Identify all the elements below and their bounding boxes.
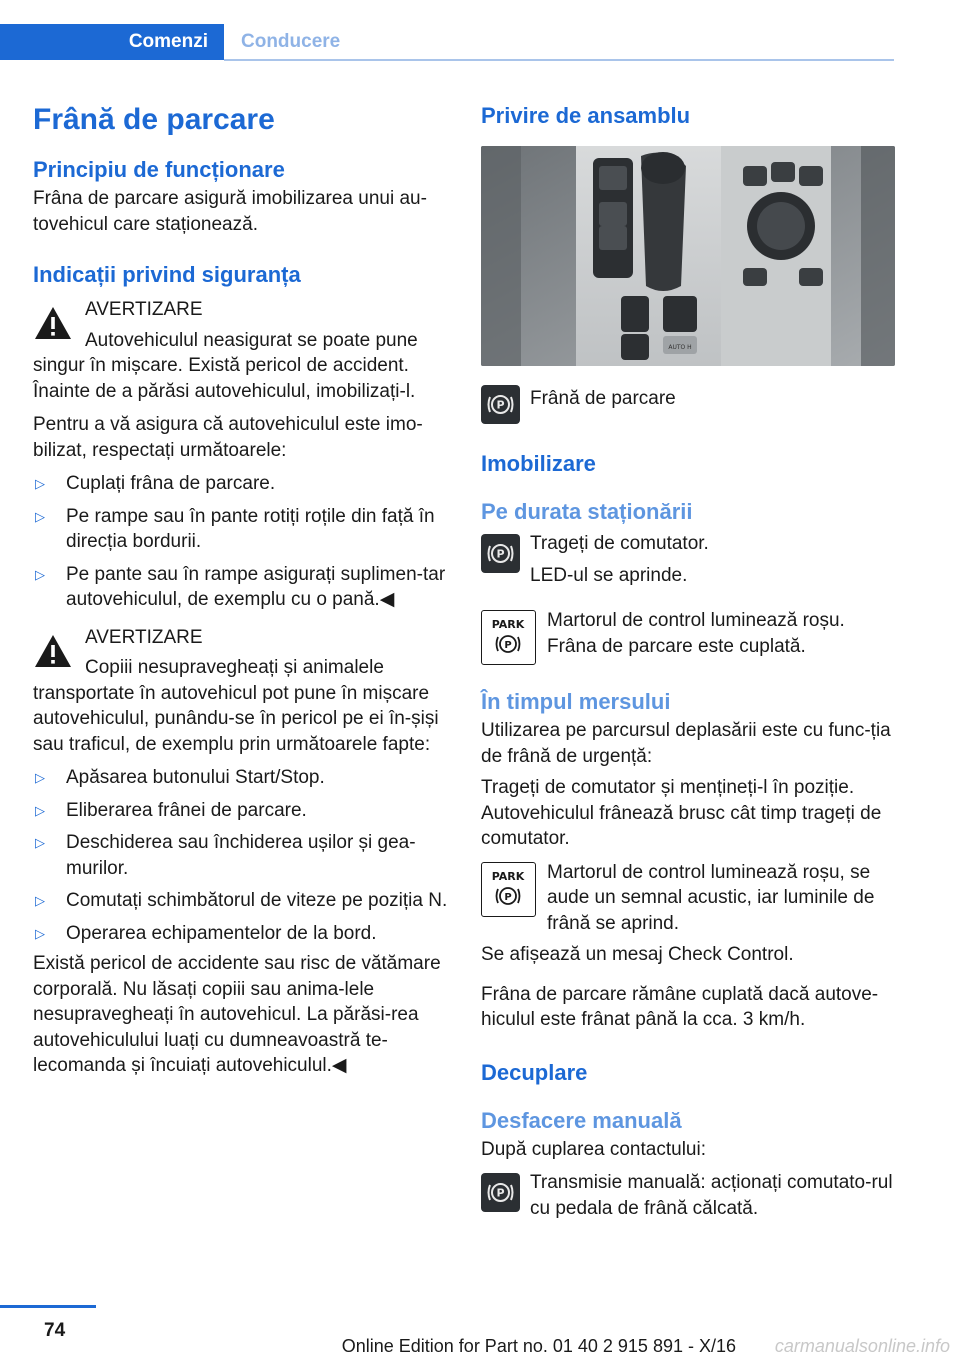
warning-triangle-icon	[33, 633, 73, 669]
list-pericole	[33, 765, 448, 946]
warning-2-text: Copiii nesupravegheați și animalele transportate în autovehicul pot pune în mișcare autovehiculul, punându-se în pericol pe ei în-șiși sau traficul, de exemplu prin următoarele fapte:	[33, 657, 439, 755]
warning-1-title: AVERTIZARE	[85, 299, 203, 320]
list-item: ▷ Cuplați frâna de parcare.	[35, 473, 276, 494]
left-column	[33, 100, 448, 1079]
list-item: ▷ Deschiderea sau închiderea ușilor și gea-murilor.	[35, 832, 416, 879]
center-console-image	[481, 146, 895, 366]
parking-brake-button-icon	[481, 385, 520, 424]
stationare-line-1: Trageți de comutator.	[530, 533, 709, 554]
svg-text:PARK: PARK	[491, 618, 525, 631]
parking-brake-button-icon	[481, 534, 520, 573]
park-indicator-icon	[481, 862, 536, 917]
park-text-2: Martorul de control luminează roșu, se aude un semnal acustic, iar luminile de frână se aprind.	[547, 861, 875, 934]
watermark: carmanualsonline.info	[774, 1336, 950, 1356]
manuala-icon-text: Transmisie manuală: acționați comutato-rul cu pedala de frână călcată.	[530, 1172, 893, 1219]
tab-underline	[224, 59, 894, 61]
subsection-title-manuala: Desfacere manuală	[481, 1107, 682, 1133]
warning-triangle-icon	[33, 305, 73, 341]
bullet-icon: ▷	[35, 893, 45, 908]
svg-text:P: P	[496, 547, 505, 561]
auto-h-label: AUTO H	[668, 344, 692, 351]
subsection-title-mers: În timpul mersului	[481, 689, 671, 714]
mers-paragraph-1: Utilizarea pe parcursul deplasării este cu func-ția de frână de urgență:	[481, 720, 891, 767]
svg-text:P: P	[504, 640, 512, 651]
svg-text:PARK: PARK	[491, 869, 525, 883]
section-title-principiu: Principiu de funcționare	[33, 157, 285, 182]
left-paragraph-2: Există pericol de accidente sau risc de vătămare corporală. Nu lăsați copiii sau anima-lele nesupravegheați în autovehicul. La părăsi-rea autovehiculului luați cu dumneavoastră te-lecomanda și încuiați autovehiculul.◀	[33, 953, 441, 1076]
warning-block-2	[33, 625, 448, 651]
svg-text:P: P	[496, 398, 505, 412]
page-title: Frână de parcare	[33, 103, 275, 136]
park-indicator-icon	[481, 610, 536, 665]
list-item: ▷ Eliberarea frânei de parcare.	[35, 799, 307, 821]
icon-row-park-1	[481, 608, 895, 668]
svg-text:P: P	[496, 1186, 505, 1200]
bullet-icon: ▷	[35, 508, 45, 524]
manuala-paragraph-1: După cuplarea contactului:	[481, 1138, 706, 1160]
principiu-text: Frâna de parcare asigură imobilizarea unui au-tovehicul care staționează.	[33, 188, 427, 235]
page-number: 74	[44, 1320, 66, 1341]
right-column	[481, 100, 895, 1221]
icon-row-frana-text: Frână de parcare	[530, 388, 676, 409]
warning-1-text: Autovehiculul neasigurat se poate pune singur în mișcare. Există pericol de accident. Înainte de a părăsi autovehiculul, imobilizați-l.	[33, 329, 418, 402]
tab-comenzi[interactable]: Comenzi	[0, 24, 224, 60]
icon-row-park-2	[481, 860, 895, 937]
icon-row-trageti	[481, 531, 895, 588]
bullet-icon: ▷	[35, 770, 45, 785]
stationare-line-2: LED-ul se aprinde.	[530, 564, 688, 586]
section-title-privire: Privire de ansamblu	[481, 103, 691, 128]
svg-text:P: P	[504, 891, 512, 903]
mers-paragraph-2: Trageți de comutator și mențineți-l în poziție. Autovehiculul frânează brusc cât timp trageți de comutator.	[481, 777, 882, 849]
icon-row-manuala	[481, 1170, 895, 1221]
warning-2-title: AVERTIZARE	[85, 626, 203, 648]
section-title-imobilizare: Imobilizare	[481, 451, 596, 476]
left-paragraph-1: Pentru a vă asigura că autovehiculul este imo-bilizat, respectați următoarele:	[33, 414, 423, 461]
edition-text: Online Edition for Part no. 01 40 2 915 891 - X/16	[341, 1336, 736, 1356]
bullet-icon: ▷	[35, 566, 45, 582]
section-title-siguranta: Indicații privind siguranța	[33, 262, 301, 287]
list-item: ▷ Comutați schimbătorul de viteze pe poziția N.	[35, 890, 448, 911]
bullet-icon: ▷	[35, 925, 45, 941]
bullet-icon: ▷	[35, 835, 45, 850]
section-title-decuplare: Decuplare	[481, 1059, 588, 1085]
footer-rule	[0, 1305, 96, 1308]
park-text-1: Martorul de control luminează roșu. Frâna de parcare este cuplată.	[547, 610, 845, 657]
list-siguranta	[33, 471, 448, 613]
icon-row-frana	[481, 382, 895, 424]
list-item: ▷ Pe rampe sau în pante rotiți roțile din față în direcția bordurii.	[35, 505, 435, 552]
mers-paragraph-3: Se afișează un mesaj Check Control.	[481, 944, 794, 965]
subsection-title-stationare: Pe durata staționării	[481, 499, 693, 524]
tab-conducere[interactable]: Conducere	[224, 24, 894, 60]
list-item: ▷ Apăsarea butonului Start/Stop.	[35, 767, 325, 788]
list-item: ▷ Pe pante sau în rampe asigurați suplimen-tar autovehiculul, de exemplu cu o pană.◀	[35, 563, 446, 610]
warning-block-1	[33, 297, 448, 323]
mers-paragraph-4: Frâna de parcare rămâne cuplată dacă autove-hiculul este frânat până la cca. 3 km/h.	[481, 983, 879, 1030]
list-item: ▷ Operarea echipamentelor de la bord.	[35, 922, 377, 944]
header-tabs	[0, 24, 894, 62]
bullet-icon: ▷	[35, 476, 45, 491]
parking-brake-button-icon	[481, 1173, 520, 1212]
bullet-icon: ▷	[35, 802, 45, 818]
console-photo	[481, 146, 895, 366]
